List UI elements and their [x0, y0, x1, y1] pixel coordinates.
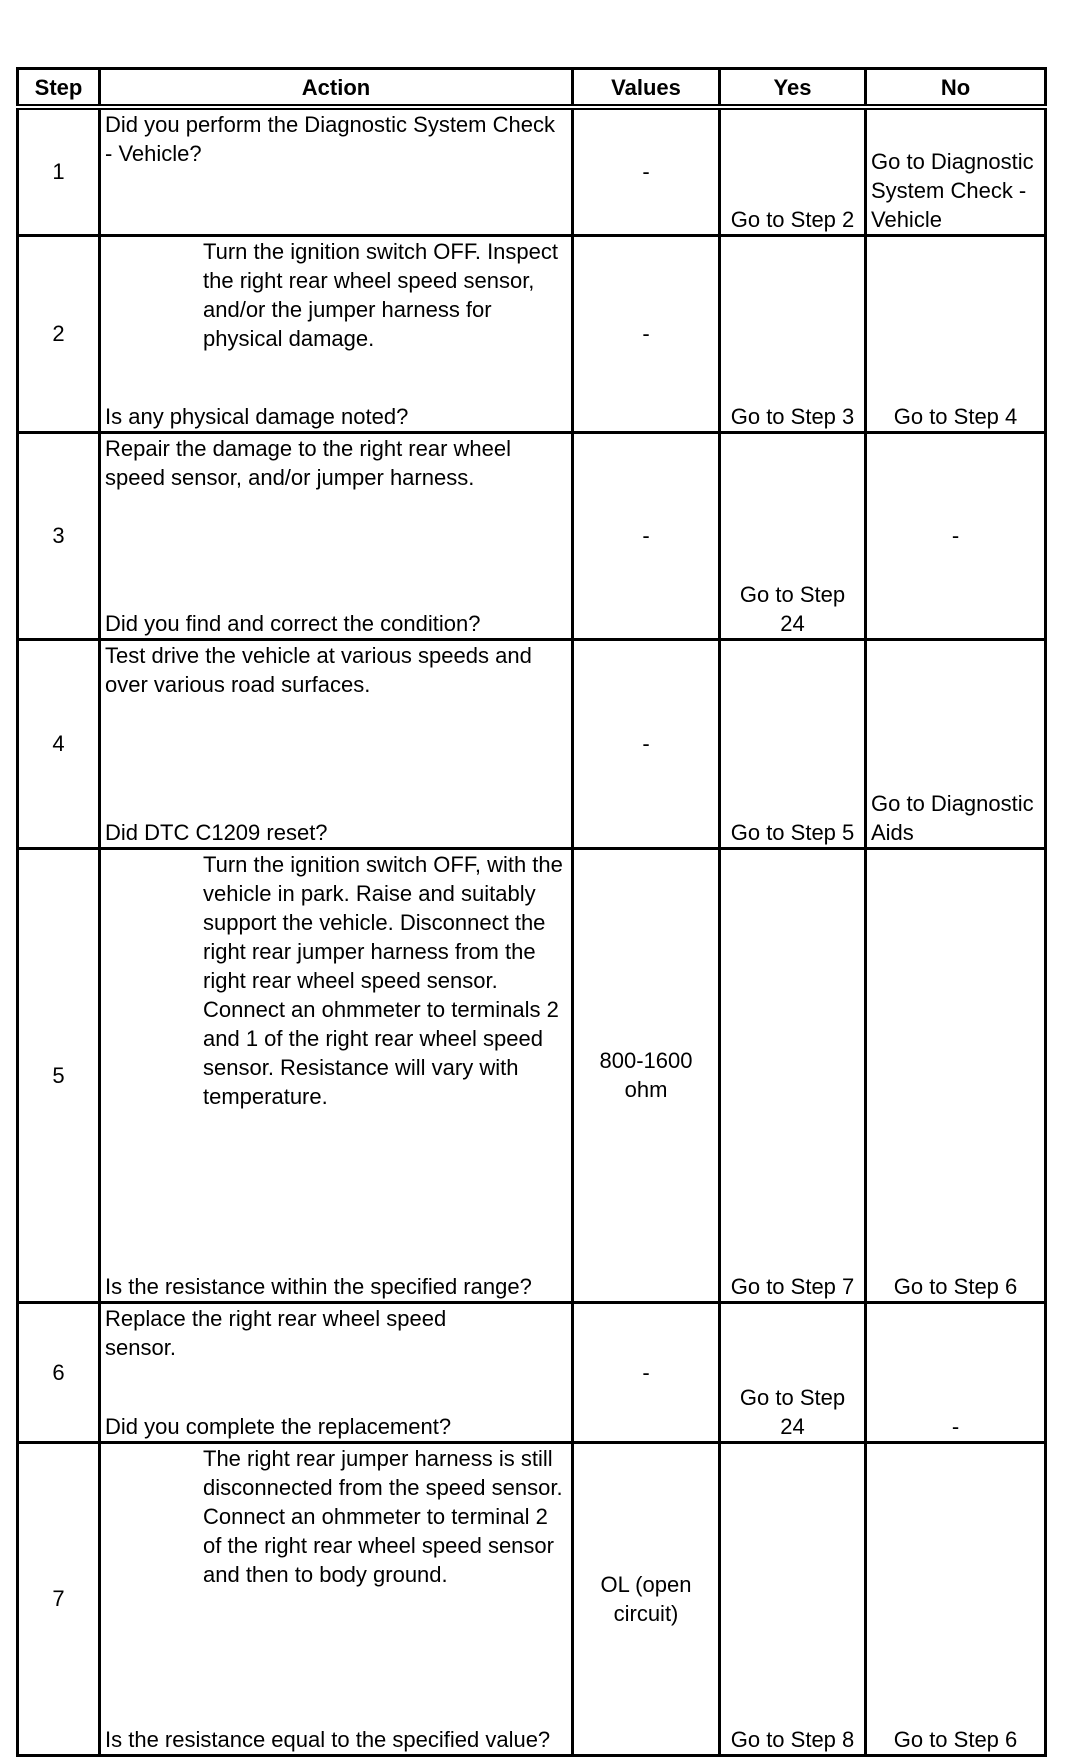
- step-number: 5: [18, 848, 100, 1302]
- no-cell: -: [866, 432, 1046, 639]
- action-question: Is any physical damage noted?: [105, 403, 409, 429]
- table-row: [18, 235, 1046, 432]
- header-yes: Yes: [720, 69, 866, 108]
- table-row: [18, 639, 1046, 848]
- action-text: Repair the damage to the right rear wheel speed sensor, and/or jumper harness.: [105, 435, 512, 490]
- step-number: 1: [18, 107, 100, 235]
- no-cell: Go to Step 4: [866, 235, 1046, 432]
- table-row: [18, 848, 1046, 1302]
- value-cell: 800-1600 ohm: [573, 848, 720, 1302]
- action-question: Did DTC C1209 reset?: [105, 819, 328, 845]
- value-cell: -: [573, 235, 720, 432]
- action-cell: [100, 432, 573, 639]
- action-text: The right rear jumper harness is still disconnected from the speed sensor. Connect an ohmmeter to terminal 2 of the right rear wheel speed sensor and then to body ground.: [203, 1445, 563, 1587]
- action-text: Test drive the vehicle at various speeds and over various road surfaces.: [105, 642, 532, 697]
- no-cell: Go to Diagnostic System Check - Vehicle: [866, 107, 1046, 235]
- step-number: 6: [18, 1302, 100, 1442]
- yes-cell: Go to Step 5: [720, 639, 866, 848]
- yes-cell: Go to Step 24: [720, 1302, 866, 1442]
- action-text: Replace the right rear wheel speed sensor.: [105, 1305, 447, 1360]
- step-number: 3: [18, 432, 100, 639]
- action-question: Did you complete the replacement?: [105, 1413, 452, 1439]
- header-values: Values: [573, 69, 720, 108]
- value-cell: -: [573, 107, 720, 235]
- action-cell: [100, 639, 573, 848]
- value-cell: -: [573, 432, 720, 639]
- value-cell: -: [573, 639, 720, 848]
- no-cell: Go to Step 6: [866, 1442, 1046, 1755]
- table-row: [18, 432, 1046, 639]
- table-row: [18, 107, 1046, 235]
- no-cell: Go to Step 6: [866, 848, 1046, 1302]
- action-question: Is the resistance equal to the specified value?: [105, 1726, 551, 1752]
- yes-cell: Go to Step 7: [720, 848, 866, 1302]
- step-number: 7: [18, 1442, 100, 1755]
- header-action: Action: [100, 69, 573, 108]
- action-text: Turn the ignition switch OFF, with the vehicle in park. Raise and suitably support the vehicle. Disconnect the right rear jumper harness from the right rear wheel speed sensor. Connect an ohmmeter to terminals 2 and 1 of the right rear wheel speed sensor. Resistance will vary with temperature.: [203, 851, 563, 1109]
- diagnostic-table: [16, 67, 1047, 1757]
- action-question: Did you find and correct the condition?: [105, 610, 481, 636]
- header-no: No: [866, 69, 1046, 108]
- no-cell: -: [866, 1302, 1046, 1442]
- yes-cell: Go to Step 8: [720, 1442, 866, 1755]
- action-cell: [100, 107, 573, 235]
- action-cell: [100, 1442, 573, 1755]
- action-cell: [100, 235, 573, 432]
- yes-cell: Go to Step 2: [720, 107, 866, 235]
- value-cell: OL (open circuit): [573, 1442, 720, 1755]
- table-row: [18, 1442, 1046, 1755]
- step-number: 4: [18, 639, 100, 848]
- no-cell: Go to Diagnostic Aids: [866, 639, 1046, 848]
- action-question: Is the resistance within the specified range?: [105, 1273, 532, 1299]
- step-number: 2: [18, 235, 100, 432]
- header-row: [18, 69, 1046, 108]
- action-cell: [100, 1302, 573, 1442]
- action-cell: [100, 848, 573, 1302]
- header-step: Step: [18, 69, 100, 108]
- value-cell: -: [573, 1302, 720, 1442]
- yes-cell: Go to Step 24: [720, 432, 866, 639]
- action-text: Did you perform the Diagnostic System Check - Vehicle?: [105, 112, 555, 166]
- table-row: [18, 1302, 1046, 1442]
- yes-cell: Go to Step 3: [720, 235, 866, 432]
- action-text: Turn the ignition switch OFF. Inspect the right rear wheel speed sensor, and/or the jumper harness for physical damage.: [203, 238, 558, 351]
